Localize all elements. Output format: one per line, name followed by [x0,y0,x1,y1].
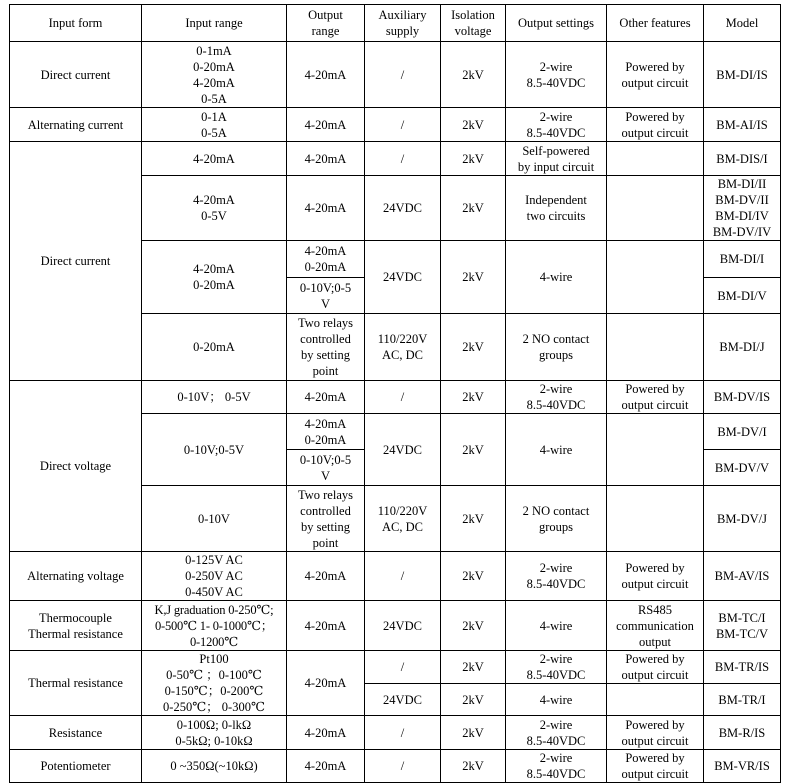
other-features-cell: Powered by output circuit [607,651,704,684]
header-model: Model [704,5,781,42]
table-row [10,651,781,684]
other-features-cell: Powered by output circuit [607,42,704,108]
header-output-range: Output range [287,5,365,42]
auxiliary-supply-cell: / [365,552,441,601]
output-range-cell: 4-20mA [287,552,365,601]
isolation-voltage-cell: 2kV [441,716,506,750]
output-range-cell: 4-20mA [287,750,365,783]
isolation-voltage-cell: 2kV [441,750,506,783]
output-settings-cell: 2 NO contact groups [506,314,607,381]
output-settings-cell: 4-wire [506,414,607,486]
table-row [10,716,781,750]
auxiliary-supply-cell: / [365,108,441,142]
other-features-cell [607,684,704,716]
output-settings-cell: 2-wire 8.5-40VDC [506,108,607,142]
table-row [10,601,781,651]
output-settings-cell: Independent two circuits [506,176,607,241]
table-row [10,108,781,142]
table-row [10,381,781,414]
input-range-cell: 4-20mA 0-5V [142,176,287,241]
model-cell: BM-DV/IS [704,381,781,414]
output-range-cell: Two relays controlled by setting point [287,486,365,552]
model-cell: BM-DI/IS [704,42,781,108]
header-auxiliary-supply: Auxiliary supply [365,5,441,42]
input-range-cell: 0-100Ω; 0-lkΩ 0-5kΩ; 0-10kΩ [142,716,287,750]
isolation-voltage-cell: 2kV [441,601,506,651]
output-range-cell: 4-20mA 0-20mA [287,241,365,278]
input-range-cell: K,J graduation 0-250℃; 0-500℃ 1- 0-1000℃； 0-1200℃ [142,601,287,651]
auxiliary-supply-cell: 24VDC [365,684,441,716]
input-form-cell: Potentiometer [10,750,142,783]
other-features-cell: RS485 communication output [607,601,704,651]
input-range-cell: 0-10V； 0-5V [142,381,287,414]
model-selection-table [9,4,781,783]
isolation-voltage-cell: 2kV [441,142,506,176]
model-cell: BM-DI/II BM-DV/II BM-DI/IV BM-DV/IV [704,176,781,241]
header-row [10,5,781,42]
output-settings-cell: 4-wire [506,241,607,314]
input-form-cell: Resistance [10,716,142,750]
output-range-cell: 4-20mA [287,651,365,716]
output-settings-cell: 4-wire [506,601,607,651]
model-cell: BM-DV/J [704,486,781,552]
auxiliary-supply-cell: / [365,716,441,750]
header-isolation-voltage: Isolation voltage [441,5,506,42]
isolation-voltage-cell: 2kV [441,108,506,142]
isolation-voltage-cell: 2kV [441,414,506,486]
output-range-cell: 4-20mA 0-20mA [287,414,365,450]
output-range-cell: 4-20mA [287,601,365,651]
input-range-cell: 0 ~350Ω(~10kΩ) [142,750,287,783]
output-settings-cell: 2-wire 8.5-40VDC [506,381,607,414]
other-features-cell [607,176,704,241]
table-row [10,42,781,108]
output-range-cell: 4-20mA [287,42,365,108]
auxiliary-supply-cell: 24VDC [365,414,441,486]
header-output-settings: Output settings [506,5,607,42]
model-cell: BM-DIS/I [704,142,781,176]
other-features-cell [607,241,704,314]
header-input-range: Input range [142,5,287,42]
output-settings-cell: 4-wire [506,684,607,716]
model-cell: BM-DV/V [704,450,781,486]
output-range-cell: 0-10V;0-5 V [287,450,365,486]
model-cell: BM-DV/I [704,414,781,450]
isolation-voltage-cell: 2kV [441,381,506,414]
model-cell: BM-AV/IS [704,552,781,601]
table-row [10,750,781,783]
input-range-cell: 0-1mA 0-20mA 4-20mA 0-5A [142,42,287,108]
isolation-voltage-cell: 2kV [441,552,506,601]
output-settings-cell: 2-wire 8.5-40VDC [506,651,607,684]
input-range-cell: 0-10V [142,486,287,552]
auxiliary-supply-cell: 110/220V AC, DC [365,314,441,381]
auxiliary-supply-cell: / [365,381,441,414]
other-features-cell: Powered by output circuit [607,381,704,414]
other-features-cell [607,314,704,381]
output-settings-cell: 2-wire 8.5-40VDC [506,716,607,750]
isolation-voltage-cell: 2kV [441,651,506,684]
auxiliary-supply-cell: 24VDC [365,601,441,651]
output-range-cell: 0-10V;0-5 V [287,278,365,314]
input-form-cell: Thermocouple Thermal resistance [10,601,142,651]
model-cell: BM-R/IS [704,716,781,750]
input-form-cell: Direct current [10,142,142,381]
input-range-cell: 0-20mA [142,314,287,381]
input-range-cell: 0-10V;0-5V [142,414,287,486]
model-cell: BM-DI/V [704,278,781,314]
other-features-cell [607,486,704,552]
output-settings-cell: 2 NO contact groups [506,486,607,552]
input-form-cell: Alternating voltage [10,552,142,601]
input-form-cell: Alternating current [10,108,142,142]
other-features-cell [607,142,704,176]
header-other-features: Other features [607,5,704,42]
auxiliary-supply-cell: 110/220V AC, DC [365,486,441,552]
isolation-voltage-cell: 2kV [441,176,506,241]
input-range-cell: 4-20mA 0-20mA [142,241,287,314]
header-input-form: Input form [10,5,142,42]
output-range-cell: Two relays controlled by setting point [287,314,365,381]
input-range-cell: 0-1A 0-5A [142,108,287,142]
table-row [10,142,781,176]
table-row [10,552,781,601]
isolation-voltage-cell: 2kV [441,684,506,716]
auxiliary-supply-cell: / [365,142,441,176]
isolation-voltage-cell: 2kV [441,42,506,108]
output-settings-cell: 2-wire 8.5-40VDC [506,42,607,108]
model-cell: BM-DI/J [704,314,781,381]
model-cell: BM-TR/IS [704,651,781,684]
model-cell: BM-TC/I BM-TC/V [704,601,781,651]
output-range-cell: 4-20mA [287,176,365,241]
input-form-cell: Direct voltage [10,381,142,552]
output-range-cell: 4-20mA [287,716,365,750]
input-form-cell: Thermal resistance [10,651,142,716]
input-range-cell: 4-20mA [142,142,287,176]
auxiliary-supply-cell: / [365,651,441,684]
output-settings-cell: Self-powered by input circuit [506,142,607,176]
model-cell: BM-AI/IS [704,108,781,142]
auxiliary-supply-cell: 24VDC [365,241,441,314]
other-features-cell: Powered by output circuit [607,108,704,142]
other-features-cell: Powered by output circuit [607,552,704,601]
auxiliary-supply-cell: / [365,42,441,108]
output-range-cell: 4-20mA [287,381,365,414]
input-range-cell: 0-125V AC 0-250V AC 0-450V AC [142,552,287,601]
isolation-voltage-cell: 2kV [441,241,506,314]
auxiliary-supply-cell: 24VDC [365,176,441,241]
other-features-cell: Powered by output circuit [607,716,704,750]
other-features-cell: Powered by output circuit [607,750,704,783]
model-cell: BM-DI/I [704,241,781,278]
auxiliary-supply-cell: / [365,750,441,783]
input-form-cell: Direct current [10,42,142,108]
output-settings-cell: 2-wire 8.5-40VDC [506,552,607,601]
isolation-voltage-cell: 2kV [441,486,506,552]
input-range-cell: Pt100 0-50℃ ；0-100℃ 0-150℃；0-200℃ 0-250℃； 0-300℃ [142,651,287,716]
output-settings-cell: 2-wire 8.5-40VDC [506,750,607,783]
model-cell: BM-VR/IS [704,750,781,783]
model-cell: BM-TR/I [704,684,781,716]
isolation-voltage-cell: 2kV [441,314,506,381]
output-range-cell: 4-20mA [287,142,365,176]
output-range-cell: 4-20mA [287,108,365,142]
other-features-cell [607,414,704,486]
